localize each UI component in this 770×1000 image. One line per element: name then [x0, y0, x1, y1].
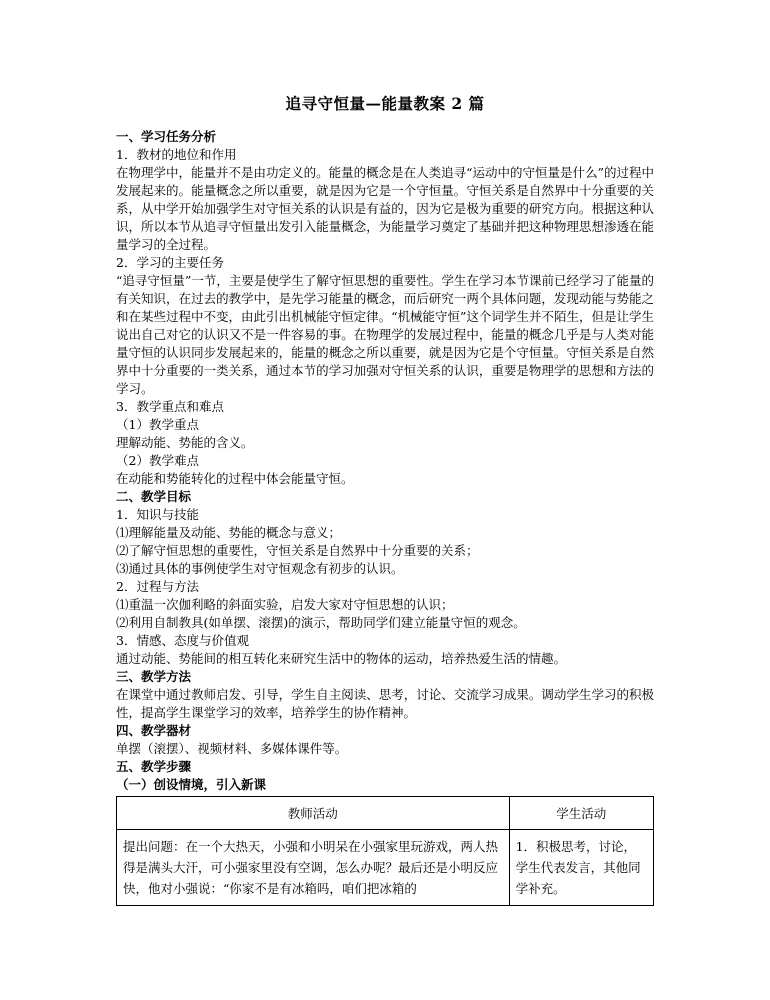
table-header-row	[117, 797, 654, 830]
paragraph: ⑶通过具体的事例使学生对守恒观念有初步的认识。	[116, 561, 404, 576]
paragraph: 通过动能、势能间的相互转化来研究生活中的物体的运动，培养热爱生活的情趣。	[116, 651, 567, 666]
section-heading: 四、教学器材	[116, 723, 192, 738]
paragraph: （1）教学重点	[116, 417, 199, 432]
paragraph: 1．知识与技能	[116, 507, 199, 522]
paragraph: 理解动能、势能的含义。	[116, 435, 254, 450]
paragraph: ⑴理解能量及动能、势能的概念与意义；	[116, 525, 342, 540]
paragraph: “追寻守恒量”一节，主要是使学生了解守恒思想的重要性。学生在学习本节课前已经学习了能量的有关知识，在过去的教学中，是先学习能量的概念，而后研究一两个具体问题，发现动能与势能之和在某些过程中不变，由此引出机械能守恒定律。“机械能守恒”这个词学生并不陌生，但是让学生说出自己对它的认识又不是一件容易的事。在物理学的发展过程中，能量的概念几乎是与人类对能量守恒的认识同步发展起来的，能量的概念之所以重要，就是因为它是个守恒量。守恒关系是自然界中十分重要的一类关系，通过本节的学习加强对守恒关系的认识，重要是物理学的思想和方法的学习。	[116, 273, 654, 396]
document-page	[116, 92, 654, 906]
paragraph: 3．教学重点和难点	[116, 399, 224, 414]
section-heading: 三、教学方法	[116, 669, 192, 684]
paragraph: ⑵利用自制教具(如单摆、滚摆)的演示，帮助同学们建立能量守恒的观念。	[116, 615, 526, 630]
paragraph: ⑴重温一次伽利略的斜面实验，启发大家对守恒思想的认识；	[116, 597, 454, 612]
paragraph: 1．教材的地位和作用	[116, 147, 237, 162]
table-row	[117, 830, 654, 906]
paragraph: 单摆（滚摆）、视频材料、多媒体课件等。	[116, 741, 348, 756]
paragraph: 在动能和势能转化的过程中体会能量守恒。	[116, 471, 354, 486]
paragraph: 2．过程与方法	[116, 579, 199, 594]
paragraph: 在课堂中通过教师启发、引导，学生自主阅读、思考，讨论、交流学习成果。调动学生学习的积极性，提高学生课堂学习的效率，培养学生的协作精神。	[116, 687, 654, 720]
document-body	[116, 128, 654, 794]
table-header-student: 学生活动	[509, 797, 653, 830]
paragraph: 在物理学中，能量并不是由功定义的。能量的概念是在人类追寻“运动中的守恒量是什么”的过程中发展起来的。能量概念之所以重要，就是因为它是一个守恒量。守恒关系是自然界中十分重要的关系，从中学开始加强学生对守恒关系的认识是有益的，因为它是极为重要的研究方向。根据这种认识，所以本节从追寻守恒量出发引入能量概念，为能量学习奠定了基础并把这种物理思想渗透在能量学习的全过程。	[116, 165, 654, 252]
teaching-steps-table	[116, 796, 654, 906]
document-title: 追寻守恒量—能量教案 2 篇	[285, 94, 485, 113]
table-cell-student-activity: 1．积极思考，讨论，学生代表发言，其他同学补充。	[509, 830, 653, 906]
section-heading: 一、学习任务分析	[116, 129, 217, 144]
paragraph: ⑵了解守恒思想的重要性，守恒关系是自然界中十分重要的关系；	[116, 543, 479, 558]
paragraph: 3．情感、态度与价值观	[116, 633, 249, 648]
section-heading: 二、教学目标	[116, 489, 192, 504]
table-cell-teacher-activity: 提出问题：在一个大热天，小强和小明呆在小强家里玩游戏，两人热得是满头大汗，可小强家里没有空调，怎么办呢？最后还是小明反应快，他对小强说：“你家不是有冰箱吗，咱们把冰箱的	[117, 830, 510, 906]
paragraph: 2．学习的主要任务	[116, 255, 224, 270]
paragraph: （2）教学难点	[116, 453, 199, 468]
table-header-teacher: 教师活动	[117, 797, 510, 830]
section-heading: 五、教学步骤	[116, 759, 192, 774]
section-heading: （一）创设情境，引入新课	[116, 777, 267, 792]
